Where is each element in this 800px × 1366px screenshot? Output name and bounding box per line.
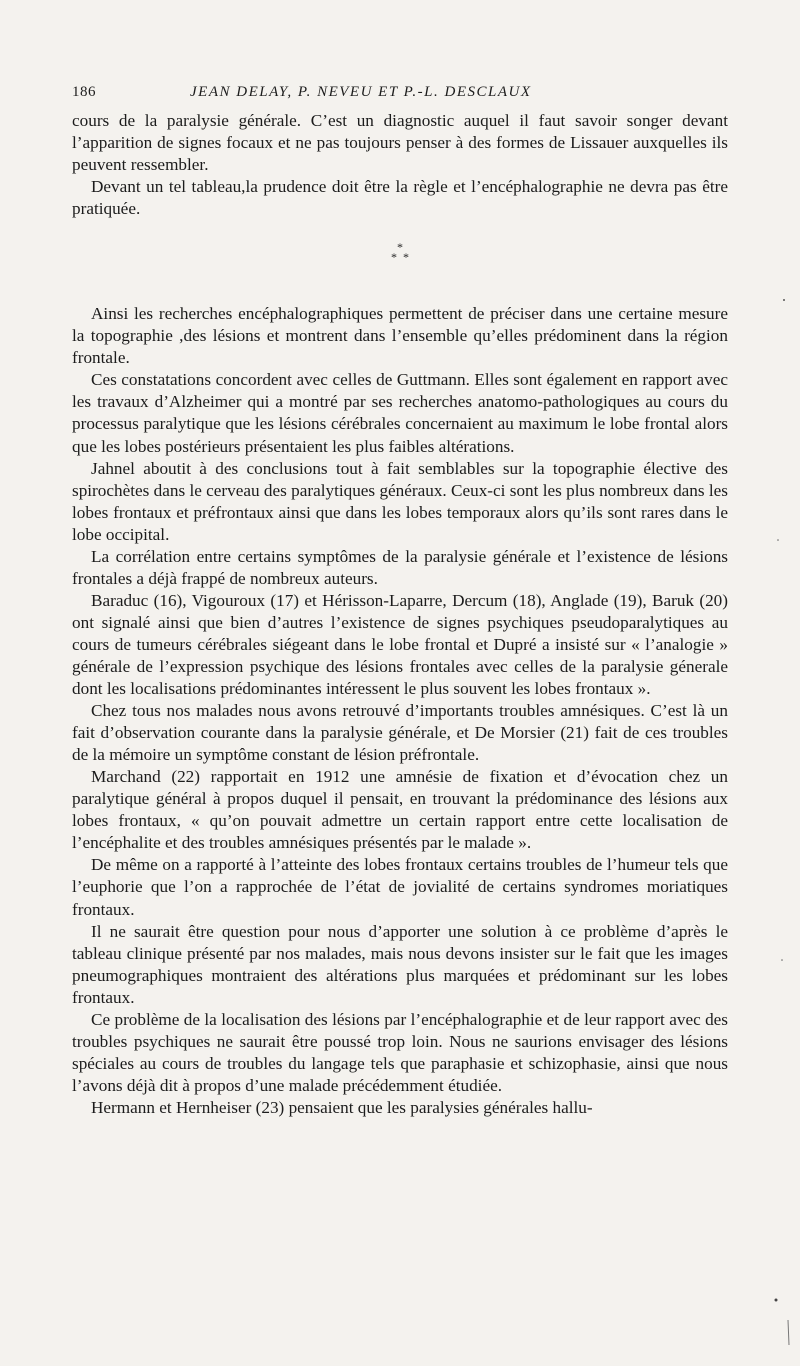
paragraph: Ainsi les recherches encéphalographiques permettent de préciser dans une certaine mesure la topographie ,des lésions et montrent dans l’ensemble qu’elles prédominent dans la région frontale. bbox=[72, 304, 728, 368]
paragraph: De même on a rapporté à l’atteinte des lobes frontaux certains troubles de l’humeur tels que l’euphorie que l’on a rapprochée de l’état de jovialité de certains syndromes moriatiques frontaux. bbox=[72, 855, 728, 919]
paragraph: La corrélation entre certains symptômes de la paralysie générale et l’existence de lésions frontales a déjà frappé de nombreux auteurs. bbox=[72, 546, 728, 588]
page-number: 186 bbox=[72, 84, 96, 100]
paragraph: Baraduc (16), Vigouroux (17) et Hérisson-Laparre, Dercum (18), Anglade (19), Baruk (20) ont signalé ainsi que bien d’autres l’existence de signes psychiques pseudoparalytiques au cours de tumeurs cérébrales siégeant dans le lobe frontal et Dupré a insisté sur « l’analogie » générale de l’expression psychique des lésions frontales avec celles de la paralysie génerale dont les localisations prédominantes intéressent le plus souvent les lobes frontaux ». bbox=[72, 590, 728, 699]
running-title: JEAN DELAY, P. NEVEU ET P.-L. DESCLAUX bbox=[190, 84, 532, 100]
paragraph: Hermann et Hernheiser (23) pensaient que les paralysies générales hallu- bbox=[91, 1097, 593, 1117]
paragraph: Devant un tel tableau,la prudence doit être la règle et l’encéphalographie ne devra pas être pratiquée. bbox=[72, 177, 728, 219]
paragraph: Jahnel aboutit à des conclusions tout à fait semblables sur la topographie élective des spirochètes dans le cerveau des paralytiques généraux. Ceux-ci sont les plus nombreux dans les lobes frontaux et préfrontaux ainsi que dans les lobes temporaux alors qu’ils sont rares dans le lobe occipital. bbox=[72, 458, 728, 544]
paragraph: Il ne saurait être question pour nous d’apporter une solution à ce problème d’après le tableau clinique présenté par nos malades, mais nous devons insister sur le fait que les images pneumographiques montraient des altérations plus marquées et prédominant sur les lobes frontaux. bbox=[72, 921, 728, 1007]
paragraph: Ce problème de la localisation des lésions par l’encéphalographie et de leur rapport avec des troubles psychiques ne saurait être poussé trop loin. Nous ne saurions envisager des lésions spéciales au cours de troubles du langage tels que paraphasie et schizophasie, ainsi que nous l’avons déjà dit à propos d’une malade précédemment étudiée. bbox=[72, 1009, 728, 1095]
section-break-asterism bbox=[72, 220, 728, 303]
paragraph: Chez tous nos malades nous avons retrouvé d’importants troubles amnésiques. C’est là un fait d’observation courante dans la paralysie générale, et De Morsier (21) fait de ces troubles de la mémoire un symptôme constant de lésion préfrontale. bbox=[72, 701, 728, 765]
running-header bbox=[72, 80, 728, 110]
document-page bbox=[72, 80, 728, 1119]
asterism-bottom-stars: ** bbox=[391, 250, 415, 265]
margin-specks bbox=[770, 0, 794, 1366]
paragraph: cours de la paralysie générale. C’est un diagnostic auquel il faut savoir songer devant l’apparition de signes focaux et ne pas toujours penser à des formes de Lissauer auxquelles ils peuvent ressembler. bbox=[72, 111, 728, 175]
body-text bbox=[72, 110, 728, 1119]
paragraph: Ces constatations concordent avec celles de Guttmann. Elles sont également en rapport avec les travaux d’Alzheimer qui a montré par ses recherches anatomo-pathologiques au cours du processus paralytique que les lésions cérébrales concernaient au maximum le lobe frontal alors que les lobes postérieurs présentaient les plus faibles altérations. bbox=[72, 370, 728, 456]
asterism-top-star: * bbox=[397, 240, 403, 255]
paragraph: Marchand (22) rapportait en 1912 une amnésie de fixation et d’évocation chez un paralytique général à propos duquel il pensait, en trouvant la prédominance des lésions aux lobes frontaux, « qu’on pouvait admettre un certain rapport entre cette localisation de l’encéphalite et des troubles amnésiques présentés par le malade ». bbox=[72, 767, 728, 853]
